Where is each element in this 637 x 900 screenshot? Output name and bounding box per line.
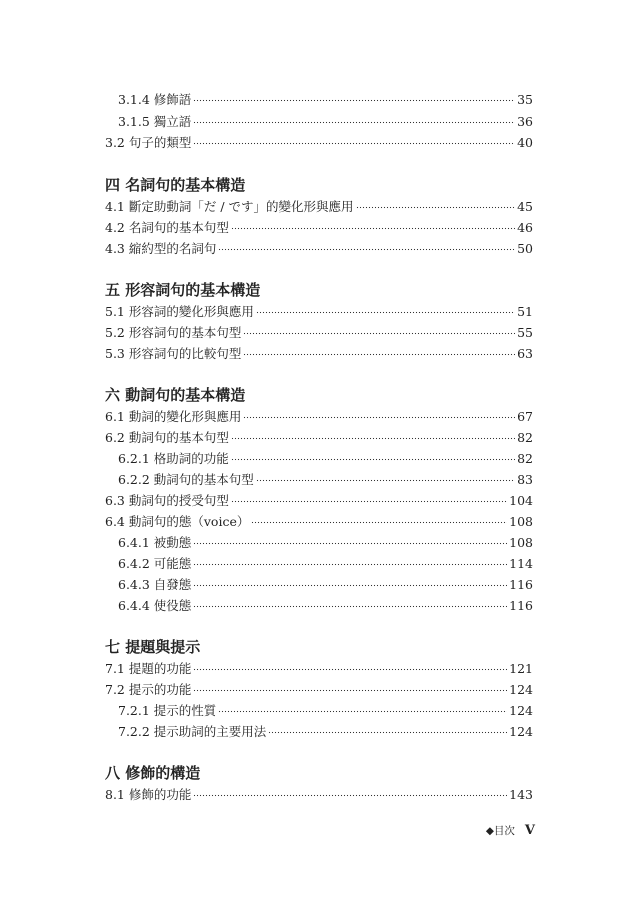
toc-entry-page: 82 <box>517 430 533 445</box>
toc-entry-label: 3.1.4 修飾語 <box>118 92 192 107</box>
toc-entry-6-3 <box>0 491 637 511</box>
toc-entry-page: 51 <box>517 304 533 319</box>
toc-entry-label: 5.2 形容詞句的基本句型 <box>105 325 242 340</box>
leader-dots <box>256 478 515 482</box>
chapter-heading: 四 名詞句的基本構造 <box>105 176 246 194</box>
toc-entry-5-2 <box>0 323 637 343</box>
toc-entry-page: 82 <box>517 451 533 466</box>
toc-entry-page: 36 <box>517 114 533 129</box>
leader-dots <box>256 310 515 314</box>
toc-entry-page: 124 <box>509 682 533 697</box>
leader-dots <box>193 793 507 797</box>
toc-entry-4-3 <box>0 239 637 259</box>
leader-dots <box>356 205 516 209</box>
toc-entry-label: 6.2.1 格助詞的功能 <box>118 451 229 466</box>
leader-dots <box>193 688 507 692</box>
toc-entry-page: 124 <box>509 703 533 718</box>
toc-entry-7-2 <box>0 680 637 700</box>
toc-entry-label: 3.2 句子的類型 <box>105 135 192 150</box>
toc-entry-page: 83 <box>517 472 533 487</box>
toc-entry-page: 143 <box>509 787 533 802</box>
toc-entry-7-2-2 <box>0 722 637 742</box>
toc-entry-3-1-4 <box>0 90 637 110</box>
toc-entry-label: 4.1 斷定助動詞「だ / です」的變化形與應用 <box>105 199 354 214</box>
toc-entry-4-1 <box>0 197 637 217</box>
toc-entry-6-2 <box>0 428 637 448</box>
toc-entry-5-1 <box>0 302 637 322</box>
leader-dots <box>193 562 507 566</box>
toc-entry-5-3 <box>0 344 637 364</box>
toc-entry-page: 50 <box>517 241 533 256</box>
toc-entry-page: 108 <box>509 514 533 529</box>
toc-entry-6-1 <box>0 407 637 427</box>
toc-entry-label: 4.2 名詞句的基本句型 <box>105 220 229 235</box>
toc-entry-label: 7.1 提題的功能 <box>105 661 192 676</box>
chapter-heading: 七 提題與提示 <box>105 638 201 656</box>
toc-entry-6-2-1 <box>0 449 637 469</box>
toc-entry-7-2-1 <box>0 701 637 721</box>
leader-dots <box>193 120 515 124</box>
toc-entry-label: 7.2.2 提示助詞的主要用法 <box>118 724 267 739</box>
toc-entry-3-2 <box>0 133 637 153</box>
toc-entry-page: 46 <box>517 220 533 235</box>
leader-dots <box>193 141 515 145</box>
toc-entry-page: 35 <box>517 92 533 107</box>
toc-entry-6-4-2 <box>0 554 637 574</box>
leader-dots <box>268 730 507 734</box>
page-footer <box>475 820 535 840</box>
toc-entry-page: 121 <box>509 661 533 676</box>
leader-dots <box>231 499 507 503</box>
chapter-heading: 五 形容詞句的基本構造 <box>105 281 261 299</box>
leader-dots <box>243 352 515 356</box>
toc-entry-label: 6.1 動詞的變化形與應用 <box>105 409 242 424</box>
toc-entry-page: 40 <box>517 135 533 150</box>
leader-dots <box>243 331 515 335</box>
leader-dots <box>251 520 507 524</box>
leader-dots <box>193 604 507 608</box>
toc-entry-label: 6.4.2 可能態 <box>118 556 192 571</box>
toc-entry-8-1 <box>0 785 637 805</box>
toc-entry-3-1-5 <box>0 112 637 132</box>
toc-entry-6-4-4 <box>0 596 637 616</box>
leader-dots <box>231 436 515 440</box>
leader-dots <box>231 457 515 461</box>
leader-dots <box>243 415 515 419</box>
toc-entry-label: 6.4.3 自發態 <box>118 577 192 592</box>
chapter-heading: 八 修飾的構造 <box>105 764 201 782</box>
toc-entry-page: 114 <box>509 556 533 571</box>
toc-entry-label: 8.1 修飾的功能 <box>105 787 192 802</box>
toc-entry-label: 6.4.4 使役態 <box>118 598 192 613</box>
leader-dots <box>193 98 515 102</box>
toc-entry-page: 104 <box>509 493 533 508</box>
toc-entry-page: 116 <box>509 598 533 613</box>
leader-dots <box>218 247 515 251</box>
chapter-heading: 六 動詞句的基本構造 <box>105 386 246 404</box>
toc-entry-page: 45 <box>517 199 533 214</box>
leader-dots <box>193 583 507 587</box>
toc-entry-label: 6.2.2 動詞句的基本句型 <box>118 472 254 487</box>
toc-entry-page: 67 <box>517 409 533 424</box>
toc-entry-page: 55 <box>517 325 533 340</box>
toc-entry-6-4 <box>0 512 637 532</box>
toc-entry-label: 7.2.1 提示的性質 <box>118 703 217 718</box>
toc-entry-label: 6.4 動詞句的態（voice） <box>105 514 250 529</box>
footer-page-number: V <box>524 822 535 838</box>
toc-entry-page: 63 <box>517 346 533 361</box>
toc-entry-7-1 <box>0 659 637 679</box>
toc-entry-4-2 <box>0 218 637 238</box>
toc-entry-label: 5.1 形容詞的變化形與應用 <box>105 304 254 319</box>
leader-dots <box>193 667 507 671</box>
leader-dots <box>231 226 515 230</box>
toc-entry-page: 108 <box>509 535 533 550</box>
toc-entry-6-4-1 <box>0 533 637 553</box>
toc-entry-page: 124 <box>509 724 533 739</box>
footer-section-label: ◆目次 <box>485 824 515 837</box>
toc-entry-label: 5.3 形容詞句的比較句型 <box>105 346 242 361</box>
toc-entry-6-2-2 <box>0 470 637 490</box>
toc-entry-label: 6.3 動詞句的授受句型 <box>105 493 229 508</box>
leader-dots <box>193 541 507 545</box>
toc-entry-label: 7.2 提示的功能 <box>105 682 192 697</box>
toc-entry-6-4-3 <box>0 575 637 595</box>
leader-dots <box>218 709 507 713</box>
toc-entry-label: 4.3 縮約型的名詞句 <box>105 241 217 256</box>
toc-entry-label: 6.2 動詞句的基本句型 <box>105 430 229 445</box>
toc-entry-page: 116 <box>509 577 533 592</box>
toc-entry-label: 3.1.5 獨立語 <box>118 114 192 129</box>
toc-entry-label: 6.4.1 被動態 <box>118 535 192 550</box>
